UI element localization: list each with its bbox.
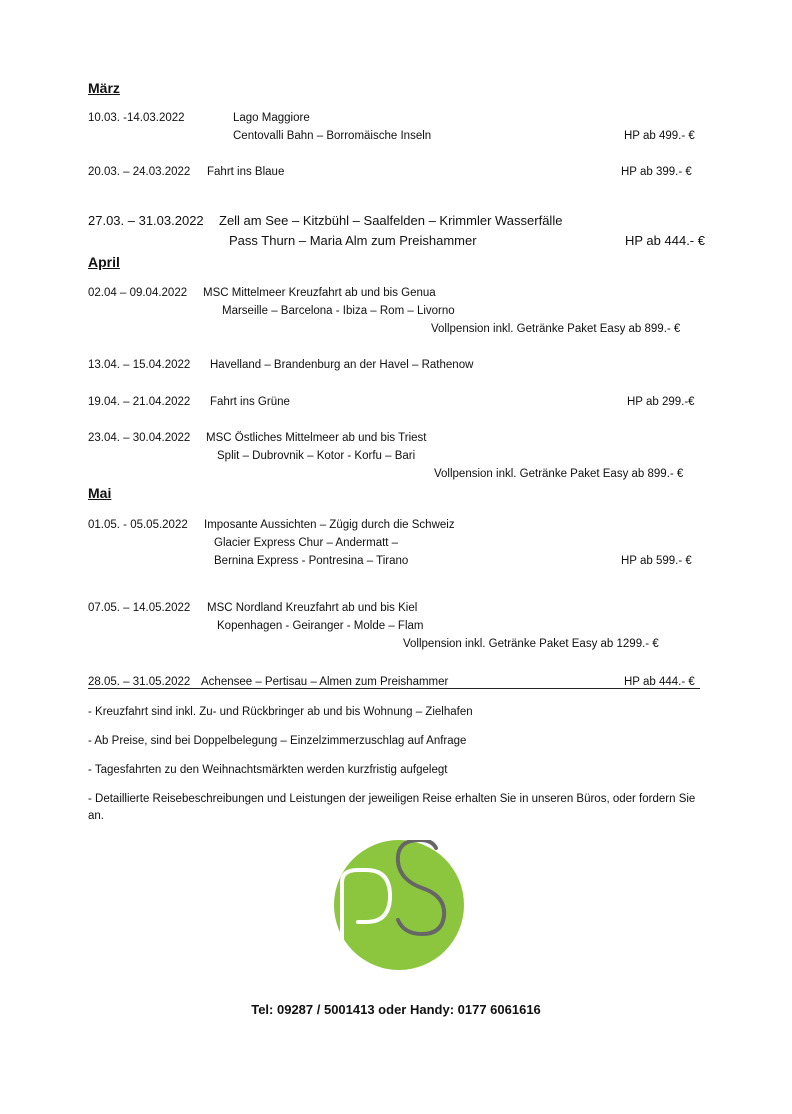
trip-price: HP ab 444.- €	[624, 676, 695, 688]
trip-price: HP ab 399.- €	[621, 166, 692, 178]
note-item: - Ab Preise, sind bei Doppelbelegung – Einzelzimmerzuschlag auf Anfrage	[88, 735, 467, 747]
trip-price: HP ab 299.-€	[627, 396, 695, 408]
trip-route: Bernina Express - Pontresina – Tirano	[214, 555, 409, 567]
trip-date: 23.04. – 30.04.2022	[88, 432, 191, 444]
trip-date: 13.04. – 15.04.2022	[88, 359, 191, 371]
trip-price: HP ab 599.- €	[621, 555, 692, 567]
trip-title: Zell am See – Kitzbühl – Saalfelden – Krimmler Wasserfälle	[219, 213, 563, 228]
trip-title: Havelland – Brandenburg an der Havel – Rathenow	[210, 359, 474, 371]
trip-price: Vollpension inkl. Getränke Paket Easy ab 1299.- €	[403, 638, 659, 650]
trip-title: Fahrt ins Grüne	[210, 396, 290, 408]
trip-route: Centovalli Bahn – Borromäische Inseln	[233, 130, 432, 142]
trip-route: Pass Thurn – Maria Alm zum Preishammer	[229, 233, 477, 248]
contact-line: Tel: 09287 / 5001413 oder Handy: 0177 6061616	[251, 1002, 541, 1017]
trip-date: 02.04 – 09.04.2022	[88, 287, 188, 299]
ps-logo-icon	[332, 840, 466, 970]
trip-route: Split – Dubrovnik – Kotor - Korfu – Bari	[217, 450, 416, 462]
trip-date: 10.03. -14.03.2022	[88, 112, 185, 124]
trip-date: 28.05. – 31.05.2022	[88, 676, 191, 688]
note-item: - Kreuzfahrt sind inkl. Zu- und Rückbringer ab und bis Wohnung – Zielhafen	[88, 706, 473, 718]
note-item: - Detaillierte Reisebeschreibungen und Leistungen der jeweiligen Reise erhalten Sie in unseren Büros, oder fordern Sie an.	[88, 793, 696, 822]
divider-line	[88, 688, 700, 689]
trip-price: Vollpension inkl. Getränke Paket Easy ab 899.- €	[434, 468, 684, 480]
trip-title: MSC Nordland Kreuzfahrt ab und bis Kiel	[207, 602, 418, 614]
trip-title: Imposante Aussichten – Zügig durch die Schweiz	[204, 519, 455, 531]
month-heading-april: April	[88, 254, 120, 270]
trip-date: 01.05. - 05.05.2022	[88, 519, 188, 531]
trip-route: Kopenhagen - Geiranger - Molde – Flam	[217, 620, 424, 632]
trip-price: HP ab 499.- €	[624, 130, 695, 142]
trip-title: Lago Maggiore	[233, 112, 310, 124]
trip-route: Glacier Express Chur – Andermatt –	[214, 537, 399, 549]
month-heading-maerz: März	[88, 80, 120, 96]
trip-date: 19.04. – 21.04.2022	[88, 396, 191, 408]
note-item: - Tagesfahrten zu den Weihnachtsmärkten werden kurzfristig aufgelegt	[88, 764, 448, 776]
trip-title: MSC Östliches Mittelmeer ab und bis Triest	[206, 432, 427, 444]
trip-date: 07.05. – 14.05.2022	[88, 602, 191, 614]
trip-price: HP ab 444.- €	[625, 233, 705, 248]
trip-date: 20.03. – 24.03.2022	[88, 166, 191, 178]
trip-price: Vollpension inkl. Getränke Paket Easy ab 899.- €	[431, 323, 681, 335]
trip-route: Marseille – Barcelona - Ibiza – Rom – Livorno	[222, 305, 455, 317]
trip-title: Achensee – Pertisau – Almen zum Preishammer	[201, 676, 449, 688]
trip-date: 27.03. – 31.03.2022	[88, 213, 204, 228]
month-heading-mai: Mai	[88, 485, 112, 501]
trip-title: MSC Mittelmeer Kreuzfahrt ab und bis Genua	[203, 287, 436, 299]
trip-title: Fahrt ins Blaue	[207, 166, 285, 178]
